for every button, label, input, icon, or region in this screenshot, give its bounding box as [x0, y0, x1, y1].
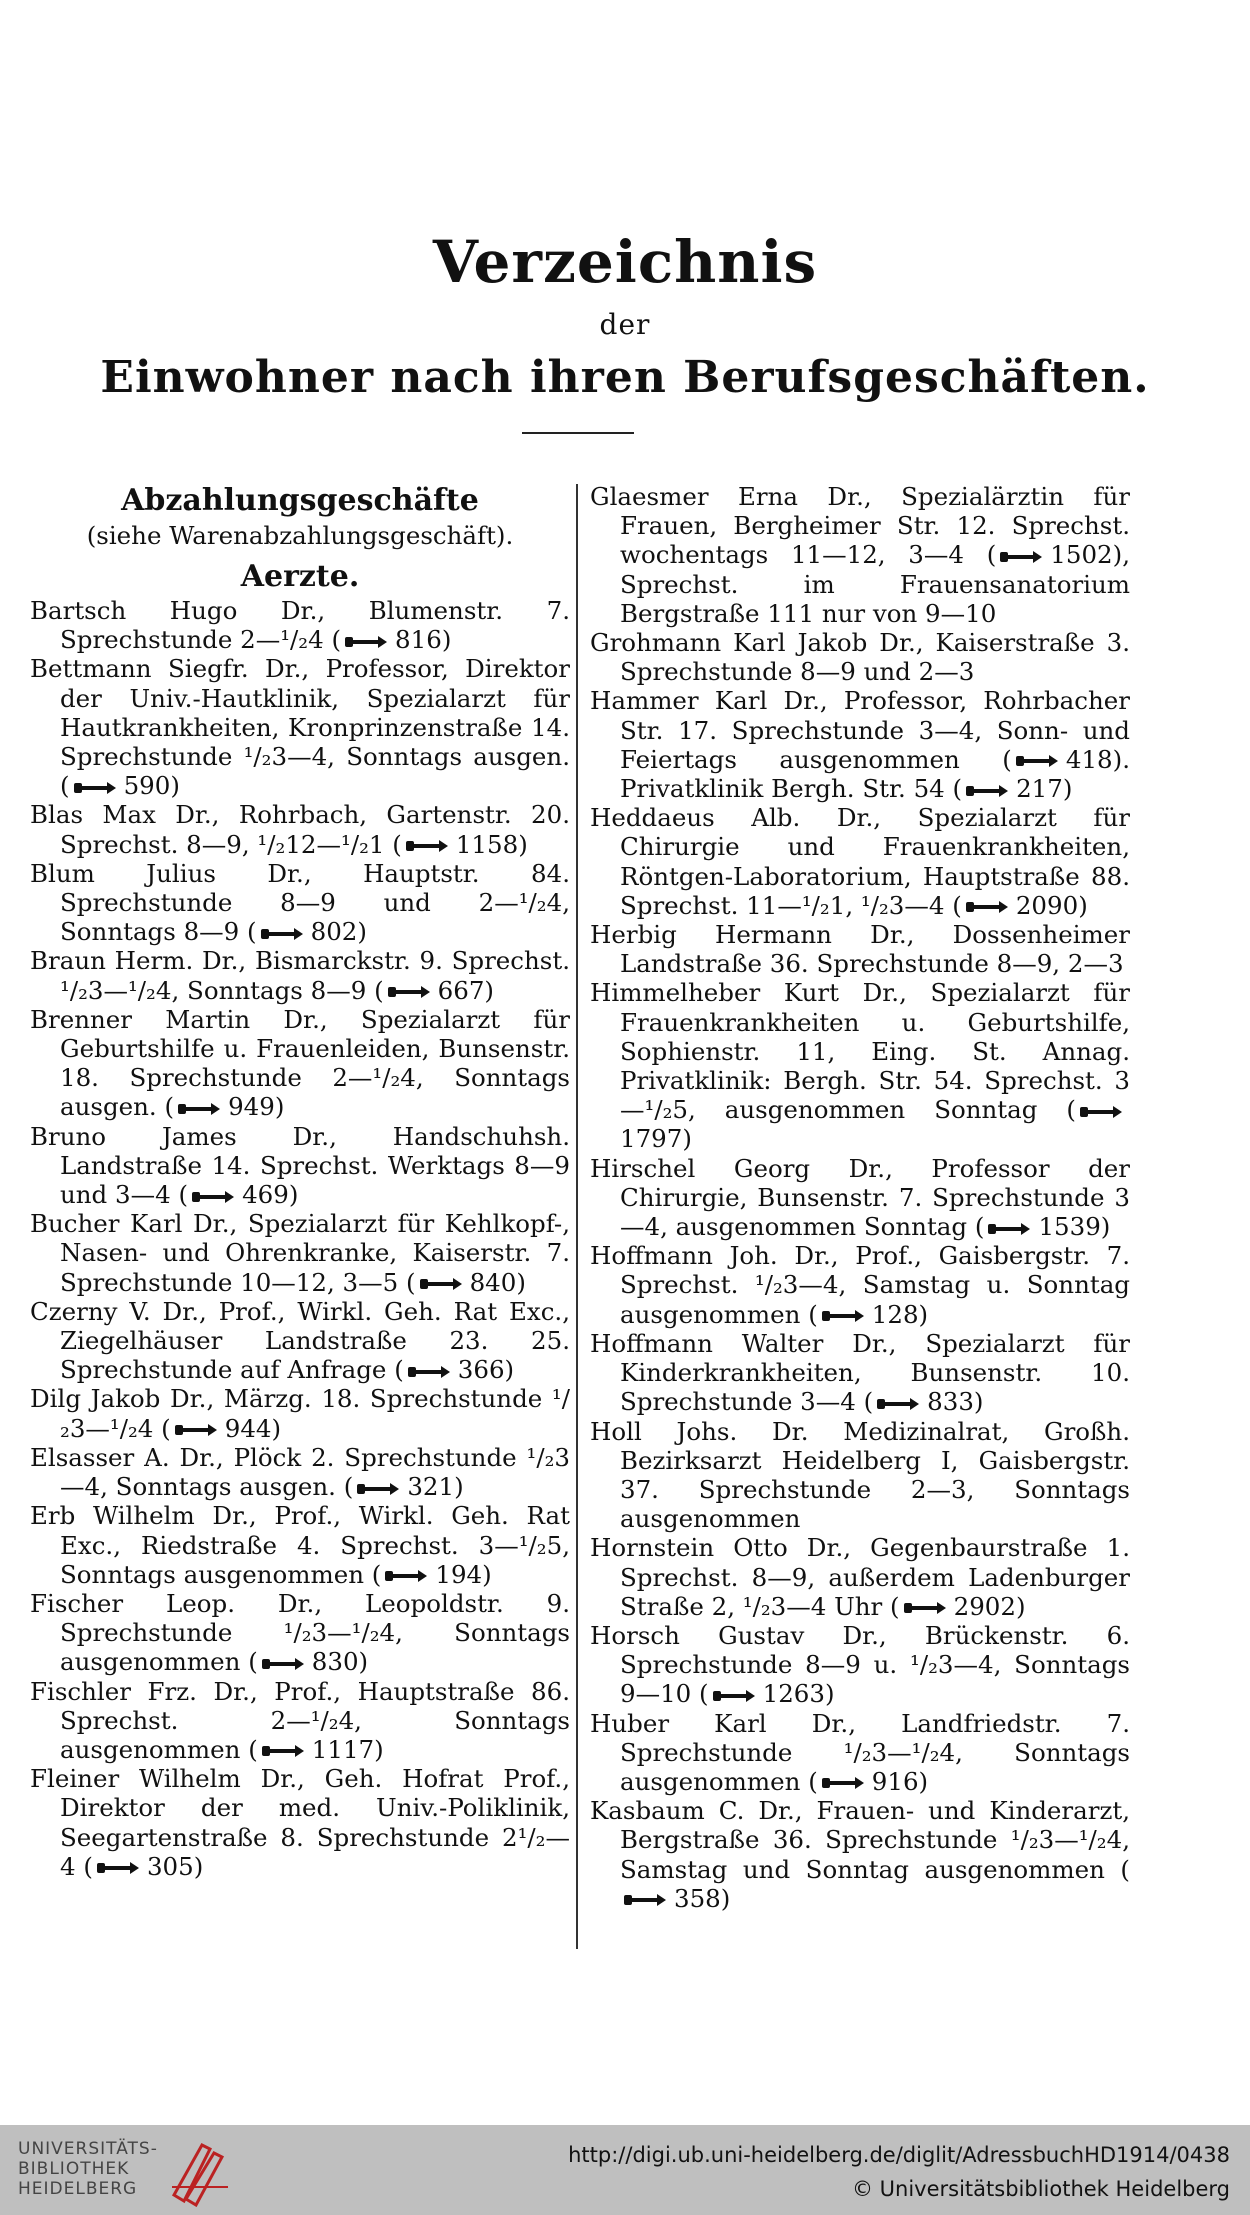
entry-text: Himmelheber Kurt Dr., Spezialarzt für Frauenkrankheiten u. Geburtshilfe, Sophienstr. 11, Eing. St. Annag. Privatklinik: Bergh. Str. 54. Sprechst. 3—¹/₂5, ausgenommen Sonntag ( [590, 978, 1130, 1125]
title-rule [522, 432, 634, 434]
directory-entry [590, 1417, 1130, 1534]
directory-entry [590, 978, 1130, 1153]
directory-entry [30, 1677, 570, 1765]
directory-entry [590, 803, 1130, 920]
phone-number: 217 [1016, 774, 1063, 804]
page-subtitle: Einwohner nach ihren Berufsgeschäften. [100, 352, 1150, 403]
telephone-receiver-icon [875, 1396, 923, 1412]
entry-text-tail: ) [482, 1559, 492, 1589]
entry-text-tail: ) [357, 917, 367, 947]
entry-text: Hoffmann Walter Dr., Spezialarzt für Kinderkrankheiten, Bunsenstr. 10. Sprechstunde 3—4 ( [590, 1328, 1130, 1417]
entry-text-tail: ) [170, 771, 180, 801]
phone-number: 944 [224, 1413, 272, 1443]
telephone-receiver-icon [383, 1568, 431, 1584]
phone-number: 128 [871, 1299, 919, 1329]
entry-text: Elsasser A. Dr., Plöck 2. Sprechstunde ¹/₂3—4, Sonntags ausgen. ( [30, 1442, 570, 1502]
entry-text: Bucher Karl Dr., Spezialarzt für Kehlkopf-, Nasen- und Ohrenkranke, Kaiserstr. 7. Sprechstunde 10—12, 3—5 ( [30, 1209, 570, 1297]
phone-number: 830 [311, 1647, 359, 1677]
page-title-connector: der [599, 308, 651, 341]
entry-text: Bruno James Dr., Handschuhsh. Landstraße 14. Sprechst. Werktags 8—9 und 3—4 ( [30, 1121, 570, 1210]
entry-text-tail: ) [518, 829, 528, 859]
left-entry-list [30, 596, 570, 1881]
directory-entry [30, 1384, 570, 1442]
telephone-receiver-icon [998, 549, 1046, 565]
directory-entry [30, 859, 570, 947]
section-heading-abzahlung: Abzahlungsgeschäfte [121, 483, 479, 518]
entry-text-tail: ) [1062, 774, 1073, 804]
entry-text: Brenner Martin Dr., Spezialarzt für Geburtshilfe u. Frauenleiden, Bunsenstr. 18. Sprechstunde 2—¹/₂4, Sonntags ausgen. ( [30, 1004, 570, 1122]
entry-text-tail: ) [1078, 890, 1088, 920]
phone-number: 833 [927, 1387, 974, 1417]
telephone-receiver-icon [260, 1656, 308, 1672]
phone-number: 1502 [1050, 540, 1113, 570]
phone-number: 802 [310, 917, 358, 947]
entry-text-tail: ) [271, 1413, 282, 1443]
entry-text-tail: ) [484, 975, 494, 1005]
entry-text: Blas Max Dr., Rohrbach, Gartenstr. 20. Sprechst. 8—9, ¹/₂12—¹/₂1 ( [30, 800, 570, 859]
telephone-receiver-icon [418, 1276, 466, 1292]
directory-entry [590, 628, 1130, 686]
directory-entry [30, 946, 570, 1004]
column-divider [576, 484, 578, 1949]
page-title: Verzeichnis [432, 228, 818, 296]
phone-number: 1117 [311, 1734, 375, 1764]
telephone-receiver-icon [176, 1101, 224, 1117]
entry-text-tail: ) [441, 625, 452, 655]
entry-text: Huber Karl Dr., Landfriedstr. 7. Sprechstunde ¹/₂3—¹/₂4, Sonntags ausgenommen ( [590, 1708, 1130, 1796]
phone-number: 418 [1065, 744, 1113, 774]
directory-entry [590, 1796, 1130, 1913]
directory-entry [30, 800, 570, 858]
phone-number: 916 [871, 1766, 919, 1796]
section-subheading: (siehe Warenabzahlungsgeschäft). [86, 521, 514, 550]
telephone-receiver-icon [355, 1481, 403, 1497]
directory-entry [590, 482, 1130, 628]
entry-text: Heddaeus Alb. Dr., Spezialarzt für Chirurgie und Frauenkrankheiten, Röntgen-Laboratorium, Hauptstraße 88. Sprechst. 11—¹/₂1, ¹/₂3—4 ( [590, 803, 1130, 920]
directory-entry [30, 1443, 570, 1501]
entry-text-tail: ) [288, 1180, 299, 1210]
entry-text-tail: ) [516, 1267, 526, 1297]
entry-text-tail: ) [1015, 1591, 1026, 1621]
library-logo-icon [168, 2135, 230, 2207]
entry-text-tail: ) [720, 1883, 731, 1913]
logo-line: UNIVERSITÄTS- [18, 2139, 158, 2159]
telephone-receiver-icon [343, 634, 391, 650]
library-logo-text [18, 2139, 158, 2199]
entry-text-tail: ) [918, 1299, 929, 1329]
entry-text-tail: ). Privatklinik Bergh. Str. 54 ( [620, 744, 1130, 804]
entry-text: Fischer Leop. Dr., Leopoldstr. 9. Sprechstunde ¹/₂3—¹/₂4, Sonntags ausgenommen ( [30, 1588, 570, 1677]
telephone-receiver-icon [902, 1600, 950, 1616]
directory-entry [590, 920, 1130, 978]
entry-text-tail: ) [918, 1766, 929, 1796]
directory-entry [30, 1209, 570, 1297]
telephone-receiver-icon [190, 1189, 238, 1205]
phone-number: 358 [674, 1883, 721, 1913]
directory-entry [30, 1297, 570, 1385]
telephone-receiver-icon [386, 984, 434, 1000]
telephone-receiver-icon [986, 1221, 1034, 1237]
entry-text: Braun Herm. Dr., Bismarckstr. 9. Sprechst. ¹/₂3—¹/₂4, Sonntags 8—9 ( [30, 946, 570, 1005]
entry-text: Fischler Frz. Dr., Prof., Hauptstraße 86. Sprechst. 2—¹/₂4, Sonntags ausgenommen ( [30, 1676, 570, 1764]
phone-number: 469 [242, 1180, 289, 1210]
phone-number: 2090 [1015, 890, 1079, 920]
telephone-receiver-icon [964, 783, 1012, 799]
directory-entry [590, 1241, 1130, 1329]
entry-text-tail: ) [824, 1679, 835, 1709]
directory-entry [590, 1329, 1130, 1417]
entry-text-tail: ) [358, 1647, 369, 1677]
entry-text: Hammer Karl Dr., Professor, Rohrbacher Str. 17. Sprechstunde 3—4, Sonn- und Feiertags ausgenommen ( [590, 686, 1130, 774]
phone-number: 1797 [620, 1124, 683, 1154]
phone-number: 590 [123, 771, 171, 801]
telephone-receiver-icon [1014, 753, 1062, 769]
phone-number: 1539 [1038, 1212, 1101, 1242]
phone-number: 305 [146, 1851, 194, 1881]
telephone-receiver-icon [820, 1308, 868, 1324]
copyright-notice: © Universitätsbibliothek Heidelberg [851, 2177, 1230, 2201]
directory-entry [30, 596, 570, 654]
entry-text: Blum Julius Dr., Hauptstr. 84. Sprechstunde 8—9 und 2—¹/₂4, Sonntags 8—9 ( [30, 858, 570, 947]
entry-text-tail: ) [504, 1355, 515, 1385]
telephone-receiver-icon [260, 1743, 308, 1759]
footer-bar [0, 2125, 1250, 2215]
phone-number: 321 [407, 1472, 455, 1502]
entry-text: Kasbaum C. Dr., Frauen- und Kinderarzt, Bergstraße 36. Sprechstunde ¹/₂3—¹/₂4, Samstag und Sonntag ausgenommen ( [590, 1796, 1130, 1884]
left-column [30, 482, 570, 1881]
telephone-receiver-icon [406, 1364, 454, 1380]
phone-number: 816 [395, 625, 442, 655]
directory-entry [590, 1621, 1130, 1709]
telephone-receiver-icon [404, 838, 452, 854]
telephone-receiver-icon [259, 926, 307, 942]
directory-entry [590, 1154, 1130, 1242]
entry-text-tail: ) [1100, 1212, 1111, 1242]
directory-entry [30, 1764, 570, 1881]
telephone-receiver-icon [820, 1775, 868, 1791]
phone-number: 949 [228, 1092, 275, 1122]
directory-entry [590, 686, 1130, 803]
directory-entry [590, 1709, 1130, 1797]
entry-text: Bettmann Siegfr. Dr., Professor, Direktor der Univ.-Hautklinik, Spezialarzt für Hautkrankheiten, Kronprinzenstraße 14. Sprechstunde ¹/₂3—4, Sonntags ausgen. ( [30, 654, 570, 801]
section-heading-aerzte: Aerzte. [240, 559, 360, 594]
phone-number: 1158 [455, 829, 519, 859]
telephone-receiver-icon [622, 1892, 670, 1908]
phone-number: 194 [435, 1559, 483, 1589]
right-entry-list [590, 482, 1130, 1913]
directory-entry [30, 1005, 570, 1122]
right-column [590, 482, 1130, 1913]
entry-text-tail: ) [682, 1124, 692, 1154]
telephone-receiver-icon [72, 780, 120, 796]
entry-text: Dilg Jakob Dr., Märzg. 18. Sprechstunde ¹/₂3—¹/₂4 ( [30, 1384, 570, 1443]
phone-number: 667 [437, 975, 485, 1005]
entry-text: Hoffmann Joh. Dr., Prof., Gaisbergstr. 7. Sprechst. ¹/₂3—4, Samstag u. Sonntag ausgenommen ( [590, 1241, 1130, 1329]
source-url-link[interactable]: http://digi.ub.uni-heidelberg.de/diglit/AdressbuchHD1914/0438 [568, 2143, 1230, 2167]
entry-text-tail: ) [454, 1472, 464, 1502]
telephone-receiver-icon [1078, 1104, 1126, 1120]
entry-text-tail: ) [193, 1851, 204, 1881]
telephone-receiver-icon [711, 1688, 759, 1704]
entry-text-tail: ) [274, 1092, 285, 1122]
phone-number: 2902 [953, 1591, 1016, 1621]
directory-entry [590, 1533, 1130, 1621]
entry-text: Hornstein Otto Dr., Gegenbaurstraße 1. Sprechst. 8—9, außerdem Ladenburger Straße 2, ¹/₂3—4 Uhr ( [590, 1533, 1130, 1621]
logo-line: BIBLIOTHEK [18, 2159, 130, 2179]
directory-entry [30, 654, 570, 800]
entry-text: Bartsch Hugo Dr., Blumenstr. 7. Sprechstunde 2—¹/₂4 ( [30, 596, 570, 655]
phone-number: 1263 [762, 1679, 825, 1709]
entry-text: Grohmann Karl Jakob Dr., Kaiserstraße 3. Sprechstunde 8—9 und 2—3 [590, 628, 1130, 687]
telephone-receiver-icon [95, 1860, 143, 1876]
entry-text-tail: ) [973, 1387, 984, 1417]
entry-text: Glaesmer Erna Dr., Spezialärztin für Frauen, Bergheimer Str. 12. Sprechst. wochentags 11—12, 3—4 ( [590, 482, 1130, 570]
telephone-receiver-icon [173, 1422, 221, 1438]
logo-line: HEIDELBERG [18, 2179, 138, 2199]
entry-text-tail: ) [374, 1734, 384, 1764]
directory-entry [30, 1122, 570, 1210]
phone-number: 366 [457, 1355, 505, 1385]
entry-text: Holl Johs. Dr. Medizinalrat, Großh. Bezirksarzt Heidelberg I, Gaisbergstr. 37. Sprechstunde 2—3, Sonntags ausgenommen [590, 1416, 1130, 1534]
entry-text-tail: ), Sprechst. im Frauensanatorium Bergstraße 111 nur von 9—10 [620, 540, 1130, 628]
entry-text: Hirschel Georg Dr., Professor der Chirurgie, Bunsenstr. 7. Sprechstunde 3—4, ausgenommen Sonntag ( [590, 1153, 1130, 1242]
directory-entry [30, 1589, 570, 1677]
entry-text: Herbig Hermann Dr., Dossenheimer Landstraße 36. Sprechstunde 8—9, 2—3 [590, 920, 1130, 979]
phone-number: 840 [469, 1267, 517, 1297]
entry-text: Fleiner Wilhelm Dr., Geh. Hofrat Prof., Direktor der med. Univ.-Poliklinik, Seegartenstraße 8. Sprechstunde 2¹/₂—4 ( [30, 1764, 570, 1881]
entry-text: Erb Wilhelm Dr., Prof., Wirkl. Geh. Rat Exc., Riedstraße 4. Sprechst. 3—¹/₂5, Sonntags ausgenommen ( [30, 1501, 570, 1589]
entry-text: Horsch Gustav Dr., Brückenstr. 6. Sprechstunde 8—9 u. ¹/₂3—4, Sonntags 9—10 ( [590, 1620, 1130, 1709]
entry-text: Czerny V. Dr., Prof., Wirkl. Geh. Rat Exc., Ziegelhäuser Landstraße 23. 25. Sprechstunde auf Anfrage ( [30, 1296, 570, 1385]
telephone-receiver-icon [964, 899, 1012, 915]
directory-entry [30, 1501, 570, 1589]
